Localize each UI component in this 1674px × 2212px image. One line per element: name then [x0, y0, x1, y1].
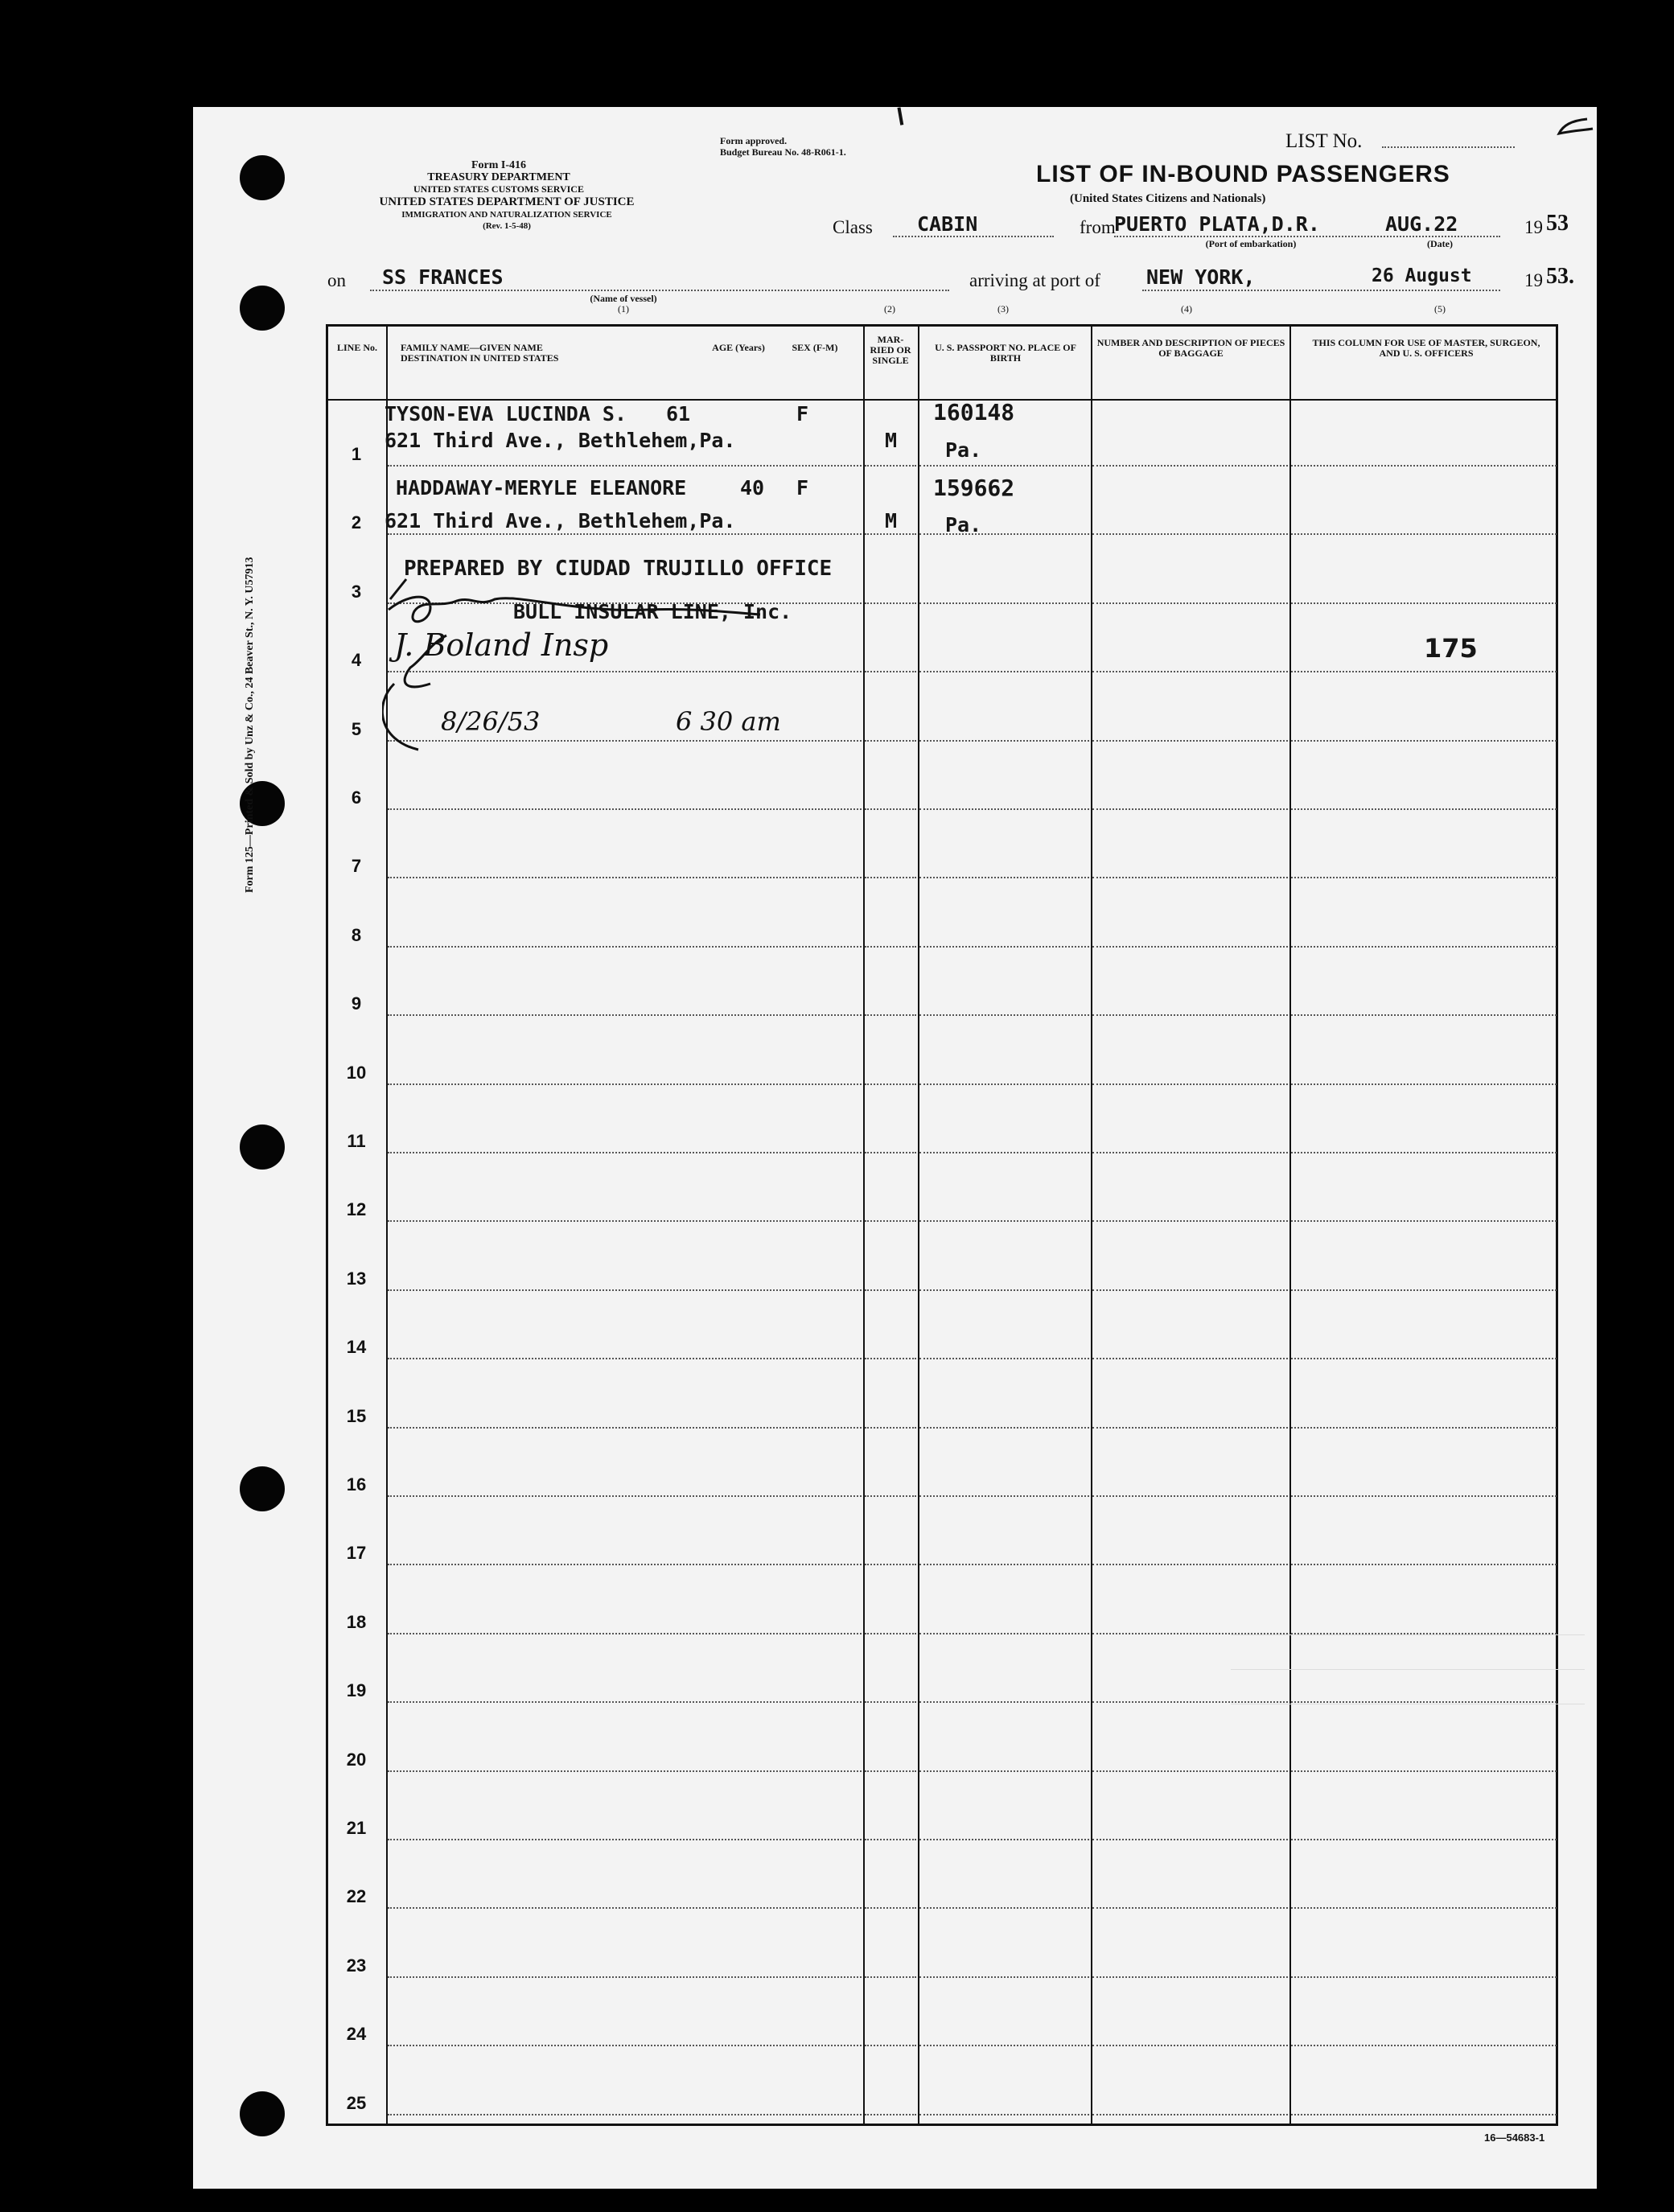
caption-2: (2): [884, 303, 895, 315]
form-approved: Form approved.: [720, 135, 788, 146]
line-number: 25: [346, 2092, 367, 2113]
footer-code: 16—54683-1: [1484, 2132, 1545, 2144]
row-dotted-rule: [919, 1358, 1089, 1359]
row-dotted-rule: [1092, 1427, 1288, 1429]
officer-number: 175: [1424, 633, 1478, 664]
line-number: 16: [346, 1474, 367, 1495]
line-number: 17: [346, 1543, 367, 1564]
binder-hole: [240, 286, 285, 331]
bleed-through-text: [1231, 1601, 1601, 1704]
prepared-by-company: BULL INSULAR LINE, Inc.: [513, 600, 792, 623]
row-dotted-rule: [1092, 2045, 1288, 2046]
row-dotted-rule: [919, 1495, 1089, 1497]
list-number-dots: [1382, 146, 1515, 148]
vessel-dots: [370, 290, 949, 291]
row-dotted-rule: [388, 2045, 862, 2046]
line-number: 24: [346, 2024, 367, 2045]
passenger-2-address: 621 Third Ave., Bethlehem,Pa.: [385, 509, 736, 532]
row-dotted-rule: [1291, 533, 1557, 535]
year-label-2: 19: [1524, 270, 1543, 290]
row-dotted-rule: [1291, 1358, 1557, 1359]
binder-hole: [240, 2091, 285, 2136]
table-row: [328, 815, 1556, 883]
document-subtitle: (United States Citizens and Nationals): [1070, 192, 1266, 205]
row-dotted-rule: [919, 877, 1089, 878]
port-of-embarkation-caption: (Port of embarkation): [1205, 238, 1297, 249]
row-dotted-rule: [919, 1289, 1089, 1291]
table-row: [328, 1845, 1556, 1914]
row-dotted-rule: [388, 1701, 862, 1703]
table-row: [328, 1777, 1556, 1845]
caption-4: (4): [1181, 303, 1192, 315]
row-dotted-rule: [1291, 808, 1557, 810]
row-dotted-rule: [1291, 877, 1557, 878]
handwritten-time: 6 30 am: [676, 706, 781, 737]
line-number: 2: [351, 512, 362, 533]
arrival-dots: [1142, 290, 1500, 291]
row-dotted-rule: [919, 1220, 1089, 1222]
table-row: [328, 1708, 1556, 1777]
row-dotted-rule: [388, 1839, 862, 1840]
row-dotted-rule: [865, 1152, 916, 1153]
passenger-2-name: HADDAWAY-MERYLE ELEANORE: [396, 476, 687, 500]
row-dotted-rule: [919, 1152, 1089, 1153]
row-dotted-rule: [865, 1701, 916, 1703]
row-dotted-rule: [919, 1976, 1089, 1978]
passenger-1-address: 621 Third Ave., Bethlehem,Pa.: [385, 429, 736, 452]
table-row: [328, 2052, 1556, 2120]
table-row: [328, 1090, 1556, 1158]
table-row: [328, 952, 1556, 1021]
row-dotted-rule: [388, 1907, 862, 1909]
row-dotted-rule: [919, 740, 1089, 742]
row-dotted-rule: [1291, 465, 1557, 467]
row-dotted-rule: [1291, 2045, 1557, 2046]
class-dots: [893, 236, 1054, 237]
caption-5: (5): [1434, 303, 1446, 315]
col-married: MAR- RIED OR SINGLE: [870, 334, 911, 366]
row-dotted-rule: [388, 1770, 862, 1772]
row-dotted-rule: [919, 1564, 1089, 1565]
line-number: 12: [346, 1199, 367, 1220]
arriving-label: arriving at port of: [969, 270, 1100, 290]
line-number: 1: [351, 444, 362, 464]
row-dotted-rule: [919, 1014, 1089, 1016]
row-dotted-rule: [865, 1220, 916, 1222]
row-dotted-rule: [919, 808, 1089, 810]
passenger-2-age: 40: [740, 476, 765, 500]
row-dotted-rule: [1092, 1152, 1288, 1153]
row-dotted-rule: [919, 1427, 1089, 1429]
row-dotted-rule: [865, 2045, 916, 2046]
row-dotted-rule: [865, 1633, 916, 1634]
row-dotted-rule: [1092, 1976, 1288, 1978]
row-dotted-rule: [919, 1633, 1089, 1634]
row-dotted-rule: [388, 1220, 862, 1222]
row-dotted-rule: [1291, 946, 1557, 948]
row-dotted-rule: [1291, 1289, 1557, 1291]
corner-mark: ‾: [865, 106, 910, 131]
row-dotted-rule: [919, 1770, 1089, 1772]
inspector-signature: J. Boland Insp: [394, 627, 609, 663]
row-dotted-rule: [1092, 1083, 1288, 1085]
row-dotted-rule: [919, 1839, 1089, 1840]
passenger-1-birthplace: Pa.: [945, 438, 982, 462]
col-passport: U. S. PASSPORT NO. PLACE OF BIRTH: [935, 342, 1076, 364]
row-dotted-rule: [388, 1358, 862, 1359]
row-dotted-rule: [865, 1358, 916, 1359]
port-of-embarkation: PUERTO PLATA,D.R.: [1114, 212, 1320, 236]
row-dotted-rule: [388, 1633, 862, 1634]
vessel-name: SS FRANCES: [382, 265, 504, 289]
line-number: 23: [346, 1955, 367, 1976]
table-row: [328, 1365, 1556, 1433]
line-number: 4: [351, 650, 362, 671]
line-number: 3: [351, 581, 362, 602]
row-dotted-rule: [865, 1907, 916, 1909]
row-dotted-rule: [865, 877, 916, 878]
binder-hole: [240, 155, 285, 200]
col-officers: THIS COLUMN FOR USE OF MASTER, SURGEON, AND U. S. OFFICERS: [1312, 337, 1540, 359]
row-dotted-rule: [388, 2114, 862, 2115]
row-dotted-rule: [1291, 1907, 1557, 1909]
passenger-2-married: M: [885, 509, 898, 532]
passenger-2-birthplace: Pa.: [945, 513, 982, 537]
line-number: 21: [346, 1818, 367, 1838]
passenger-1-passport: 160148: [933, 399, 1015, 426]
row-dotted-rule: [1291, 1083, 1557, 1085]
table-row: [328, 1983, 1556, 2051]
justice-department: UNITED STATES DEPARTMENT OF JUSTICE: [379, 195, 635, 208]
line-number: 6: [351, 787, 362, 808]
row-dotted-rule: [1291, 1564, 1557, 1565]
printer-imprint: Form 125—Printed & Sold by Unz & Co., 24 Beaver St., N. Y. U57913: [244, 557, 256, 893]
line-number: 20: [346, 1749, 367, 1770]
row-dotted-rule: [1092, 671, 1288, 672]
embarkation-date: AUG.22: [1385, 212, 1458, 236]
line-number: 7: [351, 856, 362, 877]
treasury-department: TREASURY DEPARTMENT: [427, 171, 570, 183]
row-dotted-rule: [1092, 465, 1288, 467]
col-baggage: NUMBER AND DESCRIPTION OF PIECES OF BAGGAGE: [1096, 337, 1285, 359]
passenger-1-age: 61: [666, 402, 691, 426]
row-dotted-rule: [388, 1083, 862, 1085]
line-number: 19: [346, 1680, 367, 1701]
col-sex: SEX (F-M): [792, 342, 838, 353]
row-dotted-rule: [865, 1427, 916, 1429]
col-line-no: LINE No.: [336, 342, 377, 353]
row-dotted-rule: [1291, 1839, 1557, 1840]
row-dotted-rule: [388, 1427, 862, 1429]
row-dotted-rule: [388, 1495, 862, 1497]
form-number: Form I-416: [471, 159, 527, 171]
row-dotted-rule: [1291, 1427, 1557, 1429]
line-number: 11: [347, 1131, 366, 1151]
date-caption: (Date): [1427, 238, 1453, 249]
row-dotted-rule: [919, 2045, 1089, 2046]
row-dotted-rule: [388, 533, 862, 535]
pencil-mark: [1543, 113, 1599, 145]
table-row: [328, 1022, 1556, 1090]
line-number: 5: [351, 718, 362, 739]
year-label: 19: [1524, 217, 1543, 237]
row-dotted-rule: [1291, 1152, 1557, 1153]
year-value: 53: [1546, 211, 1569, 236]
row-dotted-rule: [1291, 602, 1557, 604]
line-number: 8: [351, 924, 362, 945]
row-dotted-rule: [1092, 1907, 1288, 1909]
year-value-2: 53.: [1546, 264, 1574, 289]
revision-date: (Rev. 1-5-48): [483, 221, 531, 231]
customs-service: UNITED STATES CUSTOMS SERVICE: [413, 183, 584, 195]
col-age: AGE (Years): [712, 342, 765, 353]
row-dotted-rule: [1092, 1839, 1288, 1840]
row-dotted-rule: [919, 1083, 1089, 1085]
row-dotted-rule: [388, 1564, 862, 1565]
row-dotted-rule: [388, 1289, 862, 1291]
row-dotted-rule: [919, 946, 1089, 948]
passenger-2-passport: 159662: [933, 475, 1015, 501]
row-dotted-rule: [1291, 1220, 1557, 1222]
table-row: [328, 1158, 1556, 1227]
arrival-date: 26 August: [1372, 265, 1472, 286]
prepared-by-line: PREPARED BY CIUDAD TRUJILLO OFFICE: [404, 557, 833, 581]
col-name: FAMILY NAME—GIVEN NAME DESTINATION IN UNITED STATES: [401, 342, 559, 364]
row-dotted-rule: [1092, 877, 1288, 878]
vessel-caption: (Name of vessel): [590, 293, 657, 304]
line-number: 22: [346, 1886, 367, 1907]
row-dotted-rule: [388, 877, 862, 878]
arrival-port: NEW YORK,: [1146, 265, 1256, 289]
row-dotted-rule: [865, 946, 916, 948]
row-dotted-rule: [865, 465, 916, 467]
row-dotted-rule: [1092, 1358, 1288, 1359]
row-dotted-rule: [1092, 1495, 1288, 1497]
row-dotted-rule: [1092, 1220, 1288, 1222]
row-dotted-rule: [1092, 946, 1288, 948]
line-number: 10: [346, 1062, 367, 1083]
table-row: [328, 884, 1556, 952]
row-dotted-rule: [388, 465, 862, 467]
row-dotted-rule: [388, 946, 862, 948]
passenger-1-married: M: [885, 429, 898, 452]
row-dotted-rule: [1092, 1014, 1288, 1016]
row-dotted-rule: [919, 602, 1089, 604]
list-number-label: LIST No.: [1285, 130, 1363, 152]
row-dotted-rule: [919, 671, 1089, 672]
binder-hole: [240, 1125, 285, 1170]
row-dotted-rule: [388, 1014, 862, 1016]
on-label: on: [327, 270, 346, 290]
row-dotted-rule: [865, 1770, 916, 1772]
table-row: [328, 1296, 1556, 1364]
row-dotted-rule: [1291, 1495, 1557, 1497]
class-value: CABIN: [917, 212, 978, 236]
row-dotted-rule: [919, 465, 1089, 467]
line-number: 13: [346, 1268, 367, 1289]
line-number: 14: [346, 1337, 367, 1358]
row-dotted-rule: [865, 1564, 916, 1565]
passenger-1-sex: F: [796, 402, 809, 426]
table-row: [328, 1914, 1556, 1983]
table-row: [328, 1502, 1556, 1570]
row-dotted-rule: [388, 1152, 862, 1153]
row-dotted-rule: [1291, 2114, 1557, 2115]
table-row: [328, 1227, 1556, 1296]
row-dotted-rule: [1092, 533, 1288, 535]
row-dotted-rule: [1291, 1770, 1557, 1772]
from-label: from: [1080, 217, 1116, 237]
row-dotted-rule: [919, 1907, 1089, 1909]
budget-bureau-no: Budget Bureau No. 48-R061-1.: [720, 146, 846, 158]
row-dotted-rule: [1291, 1014, 1557, 1016]
row-dotted-rule: [865, 1083, 916, 1085]
row-dotted-rule: [865, 2114, 916, 2115]
row-dotted-rule: [1092, 808, 1288, 810]
row-dotted-rule: [1092, 1289, 1288, 1291]
line-number: 18: [346, 1611, 367, 1632]
row-dotted-rule: [1092, 2114, 1288, 2115]
table-row: [328, 1433, 1556, 1502]
row-dotted-rule: [865, 1014, 916, 1016]
from-dots: [1114, 236, 1500, 237]
binder-hole: [240, 1466, 285, 1511]
row-dotted-rule: [865, 533, 916, 535]
row-dotted-rule: [1291, 1976, 1557, 1978]
row-dotted-rule: [865, 1839, 916, 1840]
caption-1: (1): [618, 303, 629, 315]
passenger-2-sex: F: [796, 476, 809, 500]
row-dotted-rule: [388, 808, 862, 810]
row-dotted-rule: [865, 808, 916, 810]
line-number: 15: [346, 1405, 367, 1426]
passenger-1-name: TYSON-EVA LUCINDA S.: [385, 402, 627, 426]
row-dotted-rule: [1092, 1564, 1288, 1565]
row-dotted-rule: [1092, 1770, 1288, 1772]
row-dotted-rule: [919, 2114, 1089, 2115]
document-title: LIST OF IN-BOUND PASSENGERS: [1036, 161, 1450, 187]
line-number: 9: [351, 993, 362, 1014]
row-dotted-rule: [865, 1976, 916, 1978]
caption-3: (3): [997, 303, 1009, 315]
row-dotted-rule: [919, 1701, 1089, 1703]
row-dotted-rule: [865, 1289, 916, 1291]
class-label: Class: [833, 217, 873, 237]
row-dotted-rule: [388, 1976, 862, 1978]
row-dotted-rule: [865, 1495, 916, 1497]
immigration-service: IMMIGRATION AND NATURALIZATION SERVICE: [401, 210, 612, 220]
row-dotted-rule: [1092, 602, 1288, 604]
row-dotted-rule: [1291, 671, 1557, 672]
handwritten-date: 8/26/53: [441, 706, 541, 737]
row-dotted-rule: [1291, 740, 1557, 742]
row-dotted-rule: [1092, 740, 1288, 742]
